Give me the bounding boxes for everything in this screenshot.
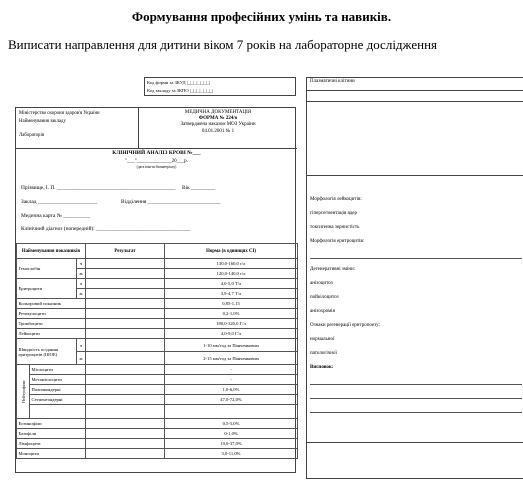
blood-test-form [15,107,296,473]
table-row: ж 120,0-140,0 г/л [17,269,298,279]
morph-wbc-field[interactable]: Морфологія лейкоцитів: [310,196,522,206]
anisochromia-field[interactable]: анізохромія [310,308,522,318]
table-row: Базофіли 0-1,0% [17,429,298,439]
department-field[interactable]: Відділення ___________________________ [121,199,221,205]
form-date: "___"______________20___р. [125,159,188,164]
table-row: ж 2-15 мм/год за Панченковим [17,352,298,365]
table-row: Гемоглобін ч 130,0-160,0 г/л [17,259,298,269]
table-row: Нейтрофіли Мієлоцити - [17,365,298,375]
result-cell[interactable] [86,329,165,339]
poikilocytosis-field[interactable]: пойкілоцитоз [310,294,522,304]
result-cell[interactable] [86,429,165,439]
result-cell[interactable] [86,395,165,405]
form-codes-box [144,77,296,96]
task-text: Виписати направлення для дитини віком 7 років на лабораторне дослідження [8,37,438,52]
lab-label: Лабораторія [19,133,44,138]
anisocytosis-field[interactable]: анізоцитоз [310,280,522,290]
diagnosis-field[interactable]: Клінічний діагноз (попередній): ___________________________________ [21,226,191,232]
table-row: Ретикулоцити 0,2-1,0% [17,309,298,319]
table-row: Лейкоцити 4,0-9,0 Г/л [17,329,298,339]
result-cell[interactable] [86,339,165,352]
table-row: ж 3,9-4,7 Т/л [17,289,298,299]
col-indicator: Найменування показників [17,244,86,259]
table-row [17,405,298,419]
card-field[interactable]: Медична карта № __________ [21,213,91,219]
institution-label: Найменування закладу [19,119,66,124]
table-row: Еритроцити ч 4,0-5,0 Т/л [17,279,298,289]
surname-field[interactable]: Прізвище, І. П. ____________________________________________ [21,185,176,191]
result-cell[interactable] [86,279,165,289]
results-table [16,243,298,459]
table-row: Паличкоядерні 1,0-6,0% [17,385,298,395]
blood-test-form-back [306,77,523,479]
approved-date: 04.01.2001 № 1 [201,128,235,134]
result-cell[interactable] [86,449,165,459]
result-cell[interactable] [86,319,165,329]
approved-label: Затверджена наказом МОЗ України [180,122,256,128]
result-cell[interactable] [86,309,165,319]
form-date-hint: (дата взяття біоматеріалу) [136,165,177,169]
table-row: Сегментоядерні 47,0-72,0% [17,395,298,405]
form-header-right [139,108,297,148]
result-cell[interactable] [86,259,165,269]
result-cell[interactable] [86,439,165,449]
table-row: Метамієлоцити - [17,375,298,385]
table-row: Еозинофіли 0,5-5,0% [17,419,298,429]
normal-field[interactable]: нормальної [310,336,522,346]
result-cell[interactable] [86,385,165,395]
result-cell[interactable] [86,352,165,365]
plasma-cells-label: Плазматичні клітини [307,78,523,91]
page-title: Формування професійних умінь та навиків. [131,9,392,24]
neutrophils-group: Нейтрофіли [17,365,30,419]
conclusion-field[interactable]: Висновок: [310,364,522,374]
result-cell[interactable] [86,289,165,299]
age-field[interactable]: Вік _________ [182,185,216,191]
morph-rbc-field[interactable]: Морфологія еритроцитів: [310,238,522,248]
degenerative-field[interactable]: Дегенеративні зміни: [310,266,522,276]
facility-field[interactable]: Заклад ______________________ [21,199,98,205]
table-row: Моноцити 3,0-11,0% [17,449,298,459]
col-result: Результат [86,244,165,259]
code-zkud-label: Код форми за ЗКУД |_|_|_|_|_|_|_| [147,80,211,85]
regeneration-field[interactable]: Ознаки регенерації еритропоезу: [310,322,522,332]
ministry-label: Міністерство охорони здоров'я України [19,111,100,116]
form-number: ФОРМА № 224/о [198,116,238,122]
doc-type-label: МЕДИЧНА ДОКУМЕНТАЦІЯ [184,110,252,115]
table-row: Тромбоцити 180,0-320,0 Г/л [17,319,298,329]
result-cell[interactable] [86,365,165,375]
form-header-left [16,108,139,148]
code-zkpo-label: Код закладу за ЗКПО |_|_|_|_|_|_|_| [147,88,214,93]
table-row: Лімфоцити 19,0-37,0% [17,439,298,449]
pathological-field[interactable]: патологічної [310,350,522,360]
result-cell[interactable] [86,419,165,429]
result-cell[interactable] [86,375,165,385]
result-cell[interactable] [86,299,165,309]
table-row: Швидкість осідання еритроцитів (ШОЕ) ч 1-10 мм/год за Панченковим [17,339,298,352]
form-title: КЛІНІЧНИЙ АНАЛІЗ КРОВІ №___ [112,150,201,156]
toxic-field[interactable]: токсигенна зернистість [310,224,522,234]
result-cell[interactable] [86,269,165,279]
hypersegment-field[interactable]: гіперсегментація ядер [310,210,522,220]
table-row: Кольоровий показник 0,85-1,15 [17,299,298,309]
result-cell[interactable] [86,405,165,419]
col-norm: Норма (в одиницях СІ) [165,244,298,259]
